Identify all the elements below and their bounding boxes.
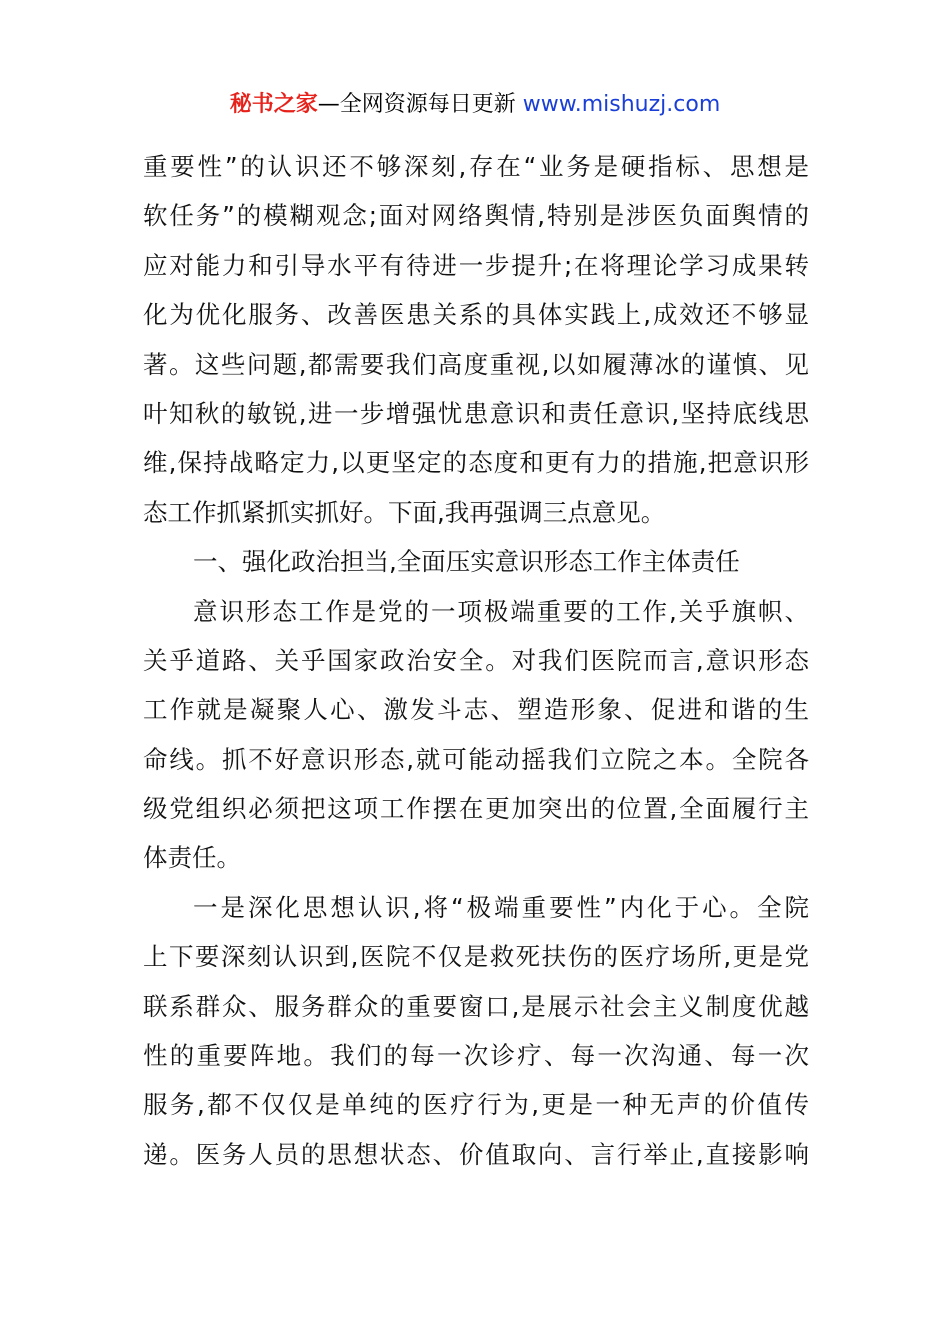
section-heading: 一、强化政治担当,全面压实意识形态工作主体责任 [193, 547, 740, 577]
paragraph-line: 递。医务人员的思想状态、价值取向、言行举止,直接影响 [143, 1139, 809, 1169]
paragraph-line: 上下要深刻认识到,医院不仅是救死扶伤的医疗场所,更是党 [143, 942, 809, 972]
paragraph-line: 应对能力和引导水平有待进一步提升;在将理论学习成果转 [143, 250, 809, 280]
header-tagline: —全网资源每日更新 [317, 92, 523, 117]
paragraph-line: 关乎道路、关乎国家政治安全。对我们医院而言,意识形态 [143, 645, 809, 675]
paragraph-line: 维,保持战略定力,以更坚定的态度和更有力的措施,把意识形 [143, 448, 809, 478]
paragraph-line: 服务,都不仅仅是单纯的医疗行为,更是一种无声的价值传 [143, 1090, 809, 1120]
paragraph-line: 体责任。 [143, 843, 241, 873]
page-header [0, 88, 950, 122]
website-link[interactable]: www.mishuzj.com [522, 92, 721, 117]
paragraph-line: 性的重要阵地。我们的每一次诊疗、每一次沟通、每一次 [143, 1041, 809, 1071]
brand-name: 秘书之家 [229, 92, 318, 117]
paragraph-line: 工作就是凝聚人心、激发斗志、塑造形象、促进和谐的生 [143, 695, 809, 725]
document-body [143, 142, 809, 1179]
paragraph-line: 态工作抓紧抓实抓好。下面,我再强调三点意见。 [143, 497, 666, 527]
paragraph-line: 一是深化思想认识,将“极端重要性”内化于心。全院 [193, 892, 809, 922]
paragraph-line: 重要性”的认识还不够深刻,存在“业务是硬指标、思想是 [143, 152, 809, 181]
paragraph-line: 级党组织必须把这项工作摆在更加突出的位置,全面履行主 [143, 794, 809, 824]
paragraph-line: 命线。抓不好意识形态,就可能动摇我们立院之本。全院各 [143, 744, 809, 774]
paragraph-line: 叶知秋的敏锐,进一步增强忧患意识和责任意识,坚持底线思 [143, 398, 809, 428]
paragraph-line: 意识形态工作是党的一项极端重要的工作,关乎旗帜、 [193, 596, 809, 626]
paragraph-line: 联系群众、服务群众的重要窗口,是展示社会主义制度优越 [143, 991, 809, 1021]
paragraph-line: 化为优化服务、改善医患关系的具体实践上,成效还不够显 [143, 300, 809, 330]
paragraph-line: 软任务”的模糊观念;面对网络舆情,特别是涉医负面舆情的 [143, 201, 809, 231]
paragraph-line: 著。这些问题,都需要我们高度重视,以如履薄冰的谨慎、见 [143, 349, 809, 379]
